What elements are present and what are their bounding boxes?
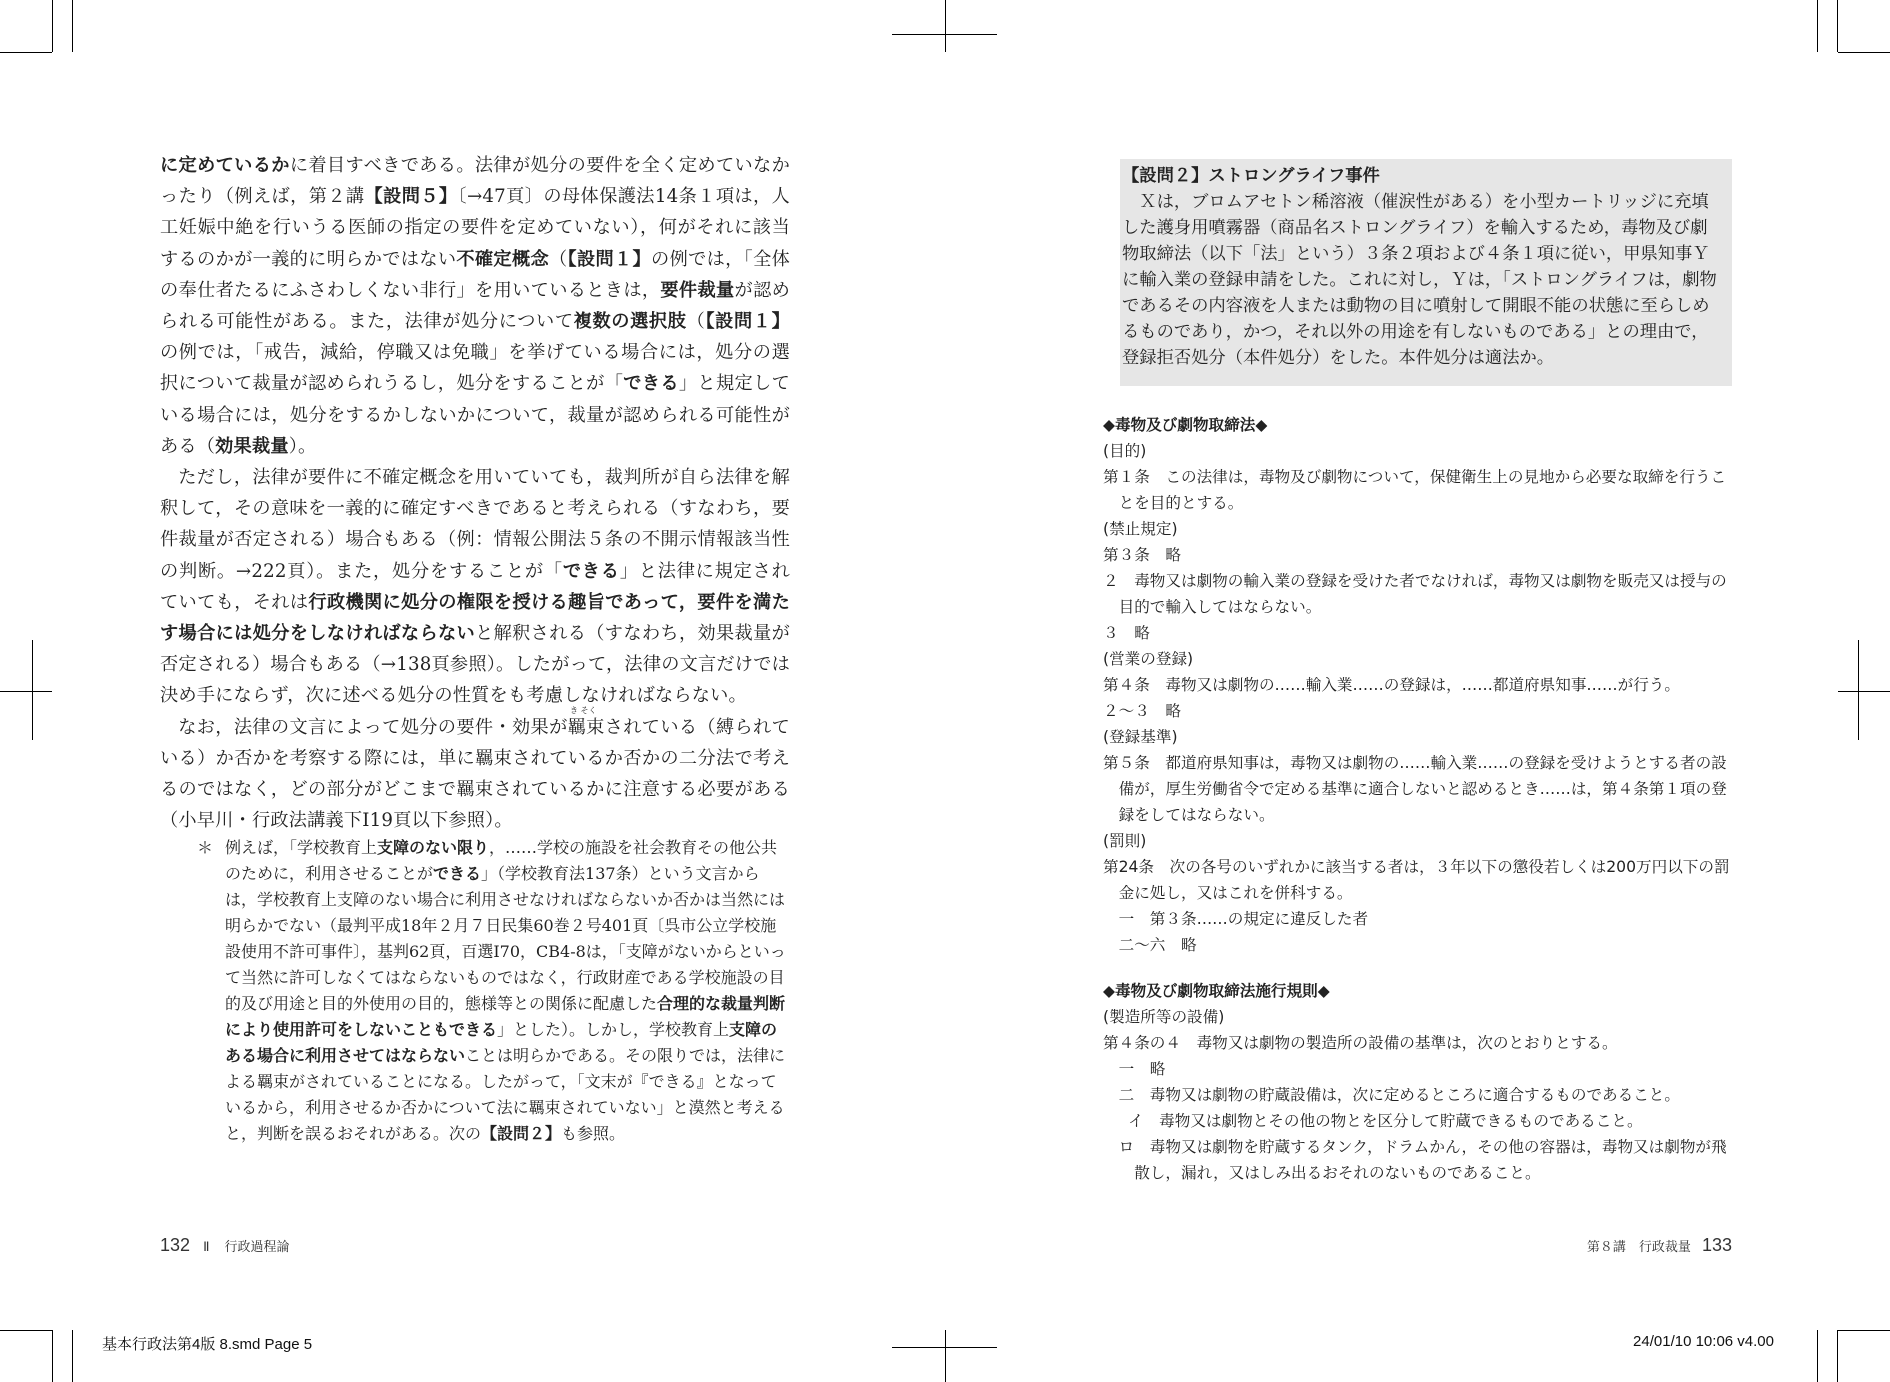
law-line: 第１条 この法律は，毒物及び劇物について，保健衛生上の見地から必要な取締を行うことを目的とする。: [1103, 468, 1727, 512]
footnote-block: [197, 835, 790, 1147]
page-number: 132: [160, 1235, 191, 1255]
law-line: 第４条の４ 毒物又は劇物の製造所の設備の基準は，次のとおりとする。: [1103, 1034, 1618, 1052]
law-line: ２ 毒物又は劇物の輸入業の登録を受けた者でなければ，毒物又は劇物を販売又は授与の目的で輸入してはならない。: [1103, 572, 1727, 616]
emphasis-text: できる: [623, 373, 679, 395]
slug-left: 基本行政法第4版 8.smd Page 5: [102, 1336, 313, 1353]
emphasis-text: 効果裁量: [215, 435, 289, 457]
law-line: イ 毒物又は劇物とその他の物とを区分して貯蔵できるものであること。: [1127, 1112, 1643, 1130]
question-title: 【設問２】ストロングライフ事件: [1122, 166, 1380, 186]
law-line: (営業の登録): [1103, 650, 1194, 668]
body-text: ただし，法律が要件に不確定概念を用いていても，裁判所が自ら法律を解釈して，その意味を一義的に確定すべきであると考えられる（すなわち，要件裁量が否定される）場合もある（例：情報公開法５条の不開示情報該当性の判断。→222頁）。また，処分をすることが「: [160, 467, 790, 582]
body-text: ，……学校の施設を社会教育その他公共のために，利用させることが: [225, 838, 778, 883]
part-number: Ⅱ: [203, 1239, 210, 1254]
body-text: 」とした）。しかし，学校教育上: [497, 1020, 730, 1039]
ruby-kisoku: き そく: [570, 706, 597, 715]
law-line: (製造所等の設備): [1103, 1008, 1225, 1026]
page-number: 133: [1701, 1235, 1732, 1255]
body-text: （: [686, 311, 706, 333]
law-line: (登録基準): [1103, 728, 1178, 746]
law-line: (目的): [1103, 442, 1147, 460]
emphasis-text: 【設問１】: [705, 311, 790, 333]
right-folio: [1587, 1235, 1732, 1256]
running-title: 行政過程論: [224, 1239, 290, 1254]
body-text: の例では，「戒告，減給，停職又は免職」を挙げている場合には，処分の選択について裁量が認められうるし，処分をすることが「: [160, 342, 790, 395]
body-text: 」と法律に規定されていても，それは: [160, 560, 790, 613]
paragraph-1: [160, 150, 790, 462]
body-text: の例では，「全体の奉仕者たるにふさわしくない非行」を用いているときは，: [160, 248, 790, 301]
law-line: 第４条 毒物又は劇物の……輸入業……の登録は，……都道府県知事……が行う。: [1103, 676, 1680, 694]
chapter-number: 第８講: [1586, 1239, 1626, 1254]
body-text: も参照。: [561, 1124, 626, 1143]
emphasis-text: できる: [562, 560, 620, 582]
emphasis-text: 支障のある場合に利用させてはならない: [225, 1020, 778, 1065]
law-line: 第24条 次の各号のいずれかに該当する者は，３年以下の懲役若しくは200万円以下の罰金に処し，又はこれを併科する。: [1103, 858, 1730, 902]
running-title: 行政裁量: [1638, 1239, 1691, 1254]
paragraph-3: [160, 712, 790, 837]
emphasis-text: 複数の選択肢: [573, 311, 687, 333]
law-line: (罰則): [1103, 832, 1147, 850]
emphasis-text: 要件裁量: [660, 279, 735, 301]
law-heading: ◆毒物及び劇物取締法◆: [1103, 416, 1268, 434]
law-excerpt-1: [1103, 412, 1733, 958]
law-line: 第３条 略: [1103, 546, 1181, 564]
law-line: 一 第３条……の規定に違反した者: [1118, 910, 1369, 928]
law-line: 一 略: [1118, 1060, 1166, 1078]
question-content: [1122, 163, 1722, 371]
slug-right: 24/01/10 10:06 v4.00: [1633, 1333, 1774, 1350]
emphasis-text: できる: [433, 864, 482, 883]
body-text: 例えば，「学校教育上: [225, 838, 378, 857]
emphasis-text: 【設問１】: [567, 248, 652, 270]
body-text: 」（学校教育法137条）という文言からは，学校教育上支障のない場合に利用させなければならないか否かは当然には明らかでない（最判平成18年２月７日民集60巻２号401頁〔呉市公立学校施設使用不許可事件〕，基判62頁，百選Ⅰ70，CB4-8は，「支障がないからといって当然に許可しなくてはならないものではなく，行政財産である学校施設の目的及び用途と目的外使用の目的，態様等との関係に配慮した: [225, 864, 786, 1013]
law-line: 二〜六 略: [1118, 936, 1197, 954]
emphasis-text: に定めているか: [160, 155, 290, 176]
body-text: 」と規定している場合には，処分をするかしないかについて，裁量が認められる可能性がある（: [160, 373, 790, 457]
body-text: ）。: [288, 435, 317, 457]
paragraph-2: [160, 462, 790, 712]
footnote-text: [225, 835, 790, 1147]
body-text: と解釈される（すなわち，効果裁量が否定される）場合もある（→138頁参照）。したがって，法律の文言だけでは決め手にならず，次に述べる処分の性質をも考慮しなければならない。: [160, 623, 790, 707]
emphasis-text: 支障のない限り: [377, 838, 490, 857]
body-text: ことは明らかである。その限りでは，法律による羈束がされていることになる。したがって，「文末が『できる』となっているから，利用させるか否かについて法に羈束されていない」と漠然と考えると，判断を誤るおそれがある。次の: [225, 1046, 786, 1143]
emphasis-text: 【設問２】: [481, 1124, 562, 1143]
body-text: が認められる可能性がある。また，法律が処分について: [160, 279, 790, 333]
law-line: ３ 略: [1103, 624, 1150, 642]
law-excerpt-2: [1103, 978, 1733, 1186]
emphasis-text: 合理的な裁量判断により使用許可をしないこともできる: [225, 994, 786, 1039]
law-line: ロ 毒物又は劇物を貯蔵するタンク，ドラムかん，その他の容器は，毒物又は劇物が飛散し，漏れ，又はしみ出るおそれのないものであること。: [1118, 1138, 1727, 1182]
law-lines: [1103, 438, 1733, 958]
body-text: （: [549, 248, 568, 270]
law-heading: ◆毒物及び劇物取締法施行規則◆: [1103, 982, 1330, 1000]
left-folio: [160, 1235, 290, 1256]
body-text: なお，法律の文言によって処分の要件・効果が羈束されている（縛られている）か否かを考察する際には，単に羈束されているか否かの二分法で考えるのではなく，どの部分がどこまで羈束されているかに注意する必要がある（小早川・行政法講義下Ⅰ19頁以下参照）。: [160, 716, 790, 832]
law-line: 二 毒物又は劇物の貯蔵設備は，次に定めるところに適合するものであること。: [1118, 1086, 1680, 1104]
emphasis-text: 行政機関に処分の権限を授ける趣旨であって，要件を満たす場合には処分をしなければならない: [160, 591, 790, 645]
body-text: 〔→47頁〕の母体保護法14条１項は，人工妊娠中絶を行いうる医師の指定の要件を定めていない），何がそれに該当するのかが一義的に明らかではない: [160, 186, 790, 270]
left-page-body: [160, 150, 790, 836]
emphasis-text: 不確定概念: [456, 248, 549, 270]
footnote-asterisk: ＊: [197, 838, 214, 857]
law-line: 第５条 都道府県知事は，毒物又は劇物の……輸入業……の登録を受けようとする者の設備が，厚生労働省令で定める基準に適合しないと認めるとき……は，第４条第１項の登録をしてはならない。: [1103, 754, 1727, 824]
question-body: Ｘは，ブロムアセトン稀溶液（催涙性がある）を小型カートリッジに充填した護身用噴霧器（商品名ストロングライフ）を輸入するため，毒物及び劇物取締法（以下「法」という）３条２項および４条１項に従い，甲県知事Ｙに輸入業の登録申請をした。これに対し，Ｙは，「ストロングライフは，劇物であるその内容液を人または動物の目に噴射して開眼不能の状態に至らしめるものであり，かつ，それ以外の用途を有しないものである」との理由で，登録拒否処分（本件処分）をした。本件処分は適法か。: [1122, 192, 1717, 368]
law-lines: [1103, 1004, 1733, 1186]
law-line: (禁止規定): [1103, 520, 1178, 538]
law-line: ２〜３ 略: [1103, 702, 1181, 720]
body-text: に着目すべきである。法律が処分の要件を全く定めていなかったり（例えば，第２講: [160, 155, 790, 208]
emphasis-text: 【設問５】: [364, 186, 458, 208]
